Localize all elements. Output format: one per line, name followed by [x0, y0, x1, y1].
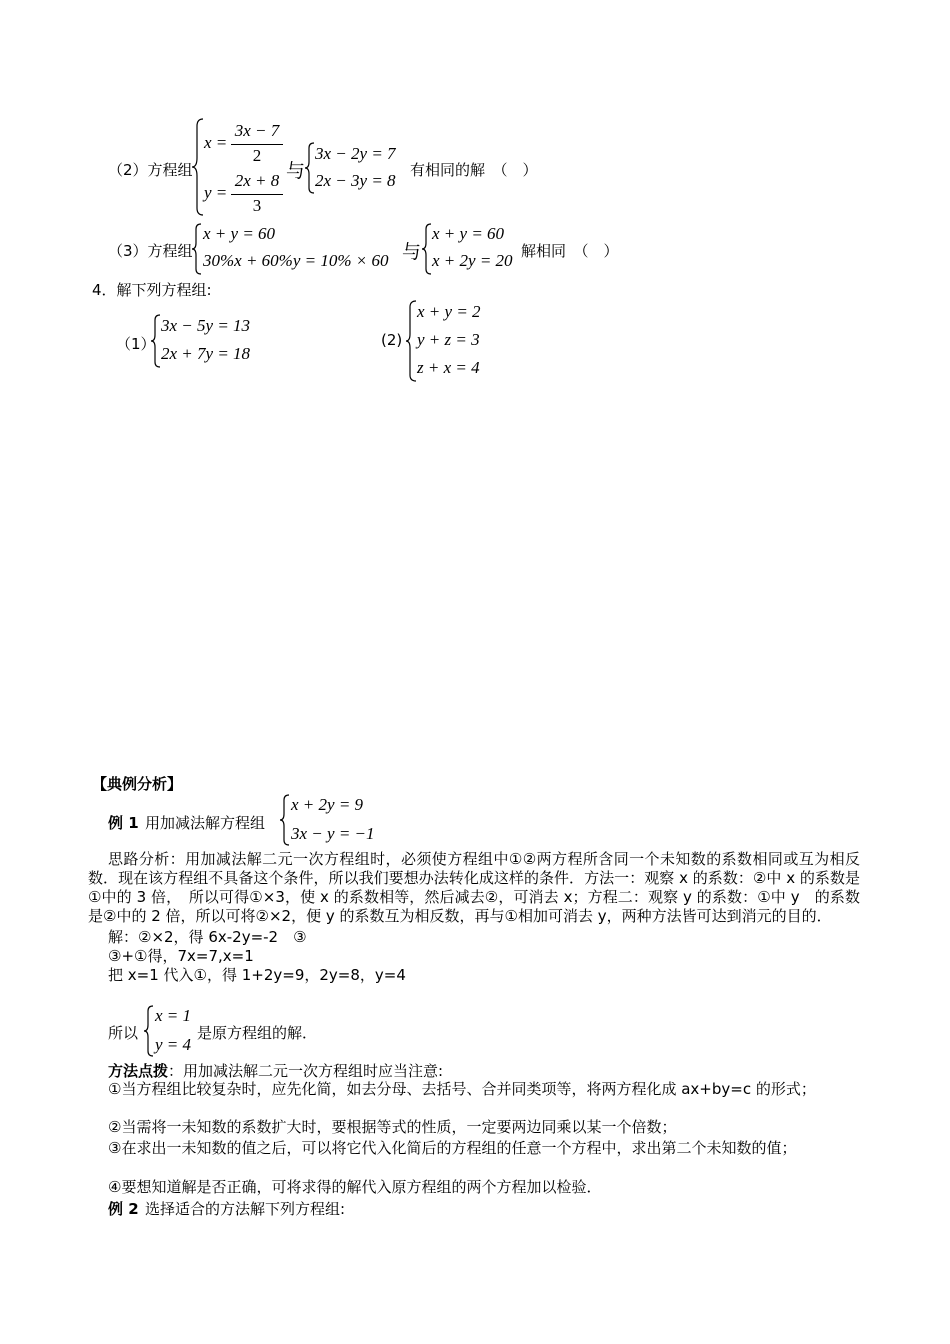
analysis-paragraph: 思路分析：用加减法解二元一次方程组时，必须使方程组中①②两方程所含同一个未知数的系数相同或互为相反数．现在该方程组不具备这个条件，所以我们要想办法转化成这样的条件．方法一：观察 x 的系数：②中 x 的系数是①中的 3 倍， 所以可得①×3，使 x 的系数相等，然后减去②，可消去 x；方程二：观察 y 的系数：①中 y 的系数是②中的 2 倍，所以可将②×2，便 y 的系数互为相反数，再与①相加可消去 y，两种方法皆可达到消元的目的． [88, 850, 860, 925]
solution-line-2: ③+①得，7x=7,x=1 [108, 947, 254, 965]
q4-p2-eq1: x + y = 2 [417, 302, 481, 321]
q2-eq1-lhs: x = [204, 133, 228, 152]
q2-eq1-numerator: 3x − 7 [234, 121, 280, 140]
solution-brace [143, 1005, 155, 1057]
q2-sys2-eq2: 2x − 3y = 8 [315, 171, 396, 190]
tip-2: ②当需将一未知数的系数扩大时，要根据等式的性质，一定要两边同乘以某一个倍数； [108, 1118, 677, 1136]
q2-sys2-eq1: 3x − 2y = 7 [315, 144, 396, 163]
q3-sys2-eq1: x + y = 60 [432, 224, 505, 243]
q4-title: 4．解下列方程组: [92, 281, 212, 299]
solution-line-1: 解：②×2，得 6x-2y=-2 ③ [108, 928, 307, 946]
q3-joiner: 与 [402, 241, 422, 263]
q3-label: （3）方程组 [108, 242, 193, 260]
q3-sys1-eq1: x + y = 60 [203, 224, 276, 243]
tip-3: ③在求出一未知数的值之后，可以将它代入化简后的方程组的任意一个方程中，求出第二个未知数的值； [108, 1139, 797, 1157]
solution-eq1: x = 1 [155, 1006, 192, 1025]
q2-joiner: 与 [286, 160, 306, 182]
q3-left-brace [191, 223, 203, 275]
example-2-text: 选择适合的方法解下列方程组: [145, 1200, 346, 1218]
q4-p1-label: （1） [116, 335, 156, 353]
q2-eq2-numerator: 2x + 8 [234, 171, 280, 190]
solution-conclusion-suffix: 是原方程组的解． [197, 1024, 318, 1042]
tip-4: ④要想知道解是否正确，可将求得的解代入原方程组的两个方程加以检验． [108, 1178, 602, 1196]
method-tip-label: 方法点拨 [108, 1062, 169, 1080]
example-1-eq2: 3x − y = −1 [291, 824, 375, 843]
q4-p2-label: (2) [381, 331, 403, 349]
q4-p2-eq3: z + x = 4 [417, 358, 480, 377]
q2-eq1-denominator: 2 [252, 146, 262, 165]
section-heading: 【典例分析】 [92, 775, 183, 793]
q2-left-brace [191, 118, 205, 216]
q3-tail: 解相同 （ ） [521, 242, 619, 260]
q4-p2-eq2: y + z = 3 [417, 330, 480, 349]
q2-label: （2）方程组 [108, 161, 193, 179]
q2-eq2-lhs: y = [204, 183, 228, 202]
q2-eq2-denominator: 3 [252, 196, 262, 215]
q2-tail: 有相同的解 （ ） [410, 161, 538, 179]
q4-p1-eq2: 2x + 7y = 18 [161, 344, 251, 363]
example-1-text: 用加减法解方程组 [145, 814, 266, 832]
tip-1: ①当方程组比较复杂时，应先化简，如去分母、去括号、合并同类项等，将两方程化成 ax+by=c 的形式； [108, 1080, 816, 1098]
q2-eq1-fraction-bar [231, 144, 283, 145]
solution-eq2: y = 4 [155, 1035, 192, 1054]
q3-sys2-eq2: x + 2y = 20 [432, 251, 513, 270]
q2-eq2-fraction-bar [231, 194, 283, 195]
solution-line-3: 把 x=1 代入①，得 1+2y=9，2y=8，y=4 [108, 966, 406, 984]
solution-conclusion-prefix: 所以 [108, 1024, 139, 1042]
example-1-brace [279, 794, 291, 846]
method-tip-heading [108, 1060, 443, 1081]
example-1-label: 例 1 [108, 814, 139, 832]
q4-p1-eq1: 3x − 5y = 13 [161, 316, 251, 335]
method-tip-text: ：用加减法解二元一次方程组时应当注意: [168, 1062, 444, 1080]
q3-sys1-eq2: 30%x + 60%y = 10% × 60 [203, 251, 389, 270]
example-2-label: 例 2 [108, 1200, 139, 1218]
example-1-eq1: x + 2y = 9 [291, 795, 364, 814]
